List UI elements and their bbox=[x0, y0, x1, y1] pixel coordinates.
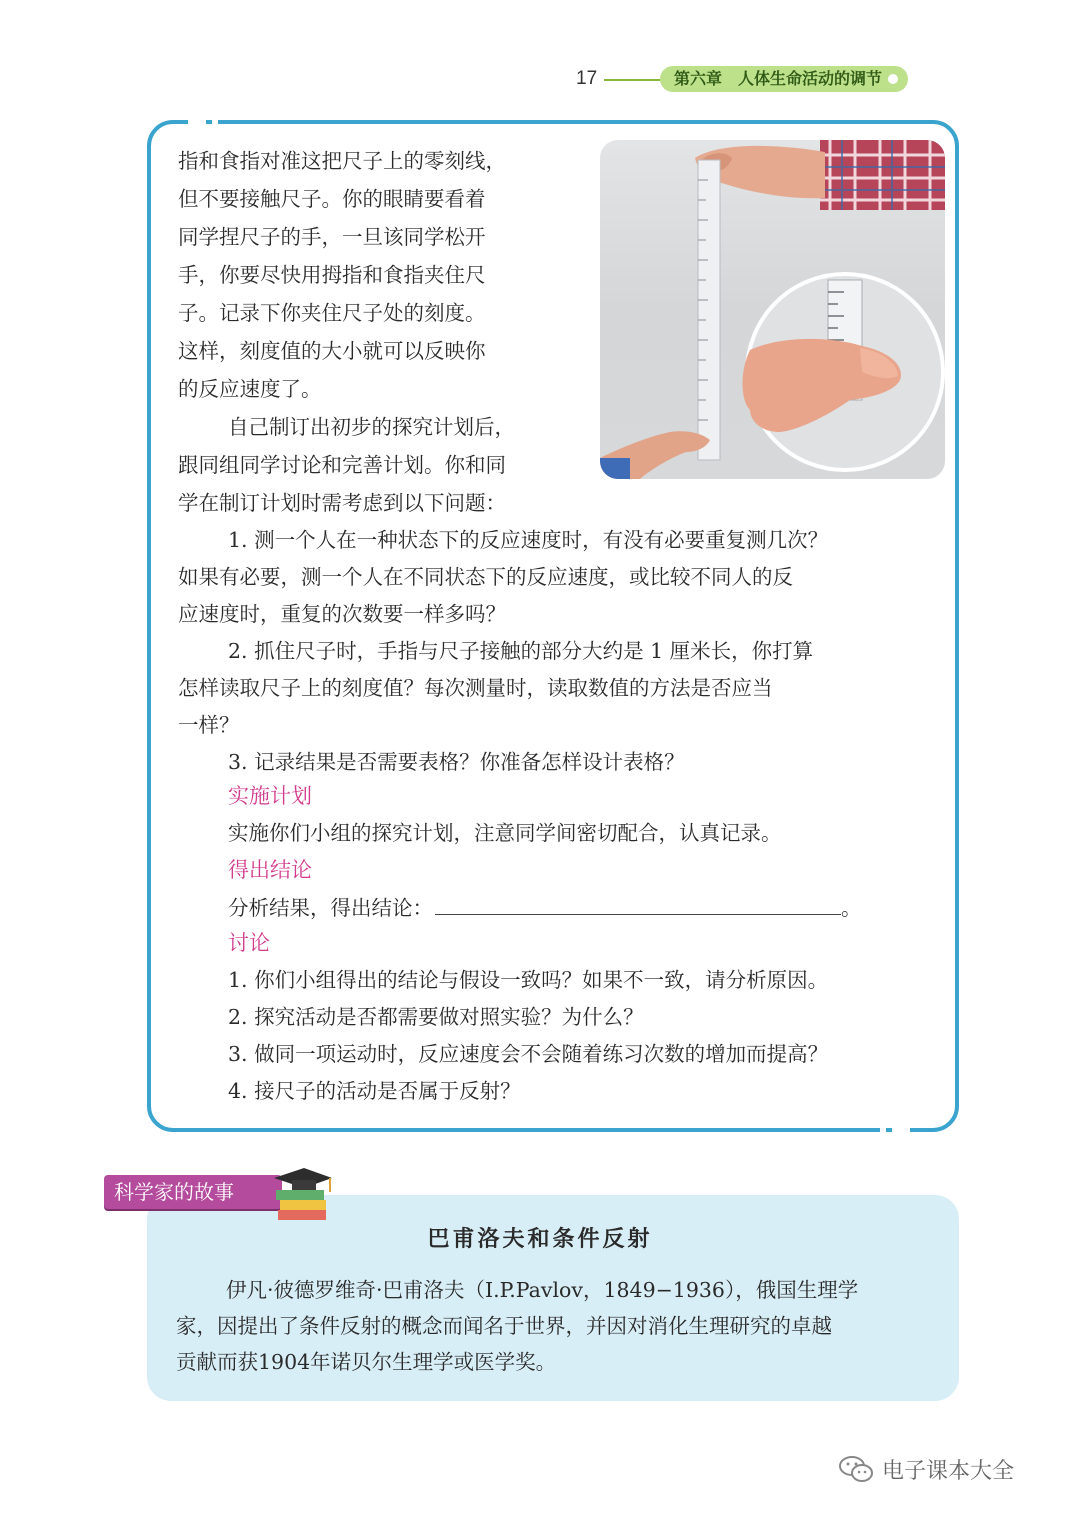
body-line: 手，你要尽快用拇指和食指夹住尺 bbox=[178, 263, 486, 287]
question-2-line: 2. 抓住尺子时，手指与尺子接触的部分大约是 1 厘米长，你打算 bbox=[228, 639, 814, 663]
body-line: 指和食指对准这把尺子上的零刻线， bbox=[178, 149, 506, 173]
discussion-item: 3. 做同一项运动时，反应速度会不会随着练习次数的增加而提高？ bbox=[228, 1042, 829, 1066]
heading-conclusion: 得出结论 bbox=[228, 858, 312, 882]
heading-discussion: 讨论 bbox=[228, 931, 270, 955]
discussion-item: 1. 你们小组得出的结论与假设一致吗？如果不一致，请分析原因。 bbox=[228, 968, 829, 992]
scientist-story-badge bbox=[104, 1175, 282, 1209]
discussion-item: 2. 探究活动是否都需要做对照实验？为什么？ bbox=[228, 1005, 644, 1029]
chapter-tag bbox=[660, 66, 908, 92]
badge-label: 科学家的故事 bbox=[114, 1180, 234, 1204]
header-rule bbox=[604, 79, 662, 81]
story-line: 伊凡·彼德罗维奇·巴甫洛夫（I.P.Pavlov，1849−1936），俄国生理学 bbox=[226, 1278, 859, 1302]
body-line: 但不要接触尺子。你的眼睛要看着 bbox=[178, 187, 486, 211]
body-line: 子。记录下你夹住尺子处的刻度。 bbox=[178, 301, 486, 325]
story-title: 巴甫洛夫和条件反射 bbox=[427, 1226, 653, 1252]
source-watermark bbox=[838, 1452, 1058, 1486]
question-3: 3. 记录结果是否需要表格？你准备怎样设计表格？ bbox=[228, 750, 685, 774]
body-line: 同学捏尺子的手，一旦该同学松开 bbox=[178, 225, 486, 249]
source-label: 电子课本大全 bbox=[882, 1459, 1015, 1484]
chapter-title: 第六章 人体生命活动的调节 bbox=[674, 69, 883, 88]
frame-gap bbox=[212, 116, 218, 126]
body-line: 跟同组同学讨论和完善计划。你和同 bbox=[178, 453, 506, 477]
heading-implement-plan: 实施计划 bbox=[228, 784, 312, 808]
discussion-item: 4. 接尺子的活动是否属于反射？ bbox=[228, 1079, 521, 1103]
body-line: 学在制订计划时需考虑到以下问题： bbox=[178, 491, 506, 515]
story-line: 家，因提出了条件反射的概念而闻名于世界，并因对消化生理研究的卓越 bbox=[176, 1314, 832, 1338]
question-1-line: 如果有必要，测一个人在不同状态下的反应速度，或比较不同人的反 bbox=[178, 565, 793, 589]
conclusion-label: 分析结果，得出结论： bbox=[228, 896, 433, 920]
ruler-photo-illustration bbox=[600, 140, 945, 479]
page-header bbox=[572, 66, 924, 94]
graduation-cap-books-icon bbox=[270, 1164, 334, 1226]
question-2-line: 怎样读取尺子上的刻度值？每次测量时，读取数值的方法是否应当 bbox=[178, 676, 773, 700]
wechat-icon bbox=[838, 1454, 874, 1484]
page-number: 17 bbox=[576, 68, 598, 89]
conclusion-end-mark: 。 bbox=[841, 896, 862, 920]
question-1-line: 应速度时，重复的次数要一样多吗？ bbox=[178, 602, 506, 626]
body-line: 这样，刻度值的大小就可以反映你 bbox=[178, 339, 486, 363]
question-1-line: 1. 测一个人在一种状态下的反应速度时，有没有必要重复测几次？ bbox=[228, 528, 829, 552]
chapter-dot-icon bbox=[888, 74, 898, 84]
question-2-line: 一样？ bbox=[178, 713, 240, 737]
frame-gap bbox=[188, 116, 206, 126]
body-line: 自己制订出初步的探究计划后， bbox=[228, 415, 515, 439]
conclusion-row bbox=[228, 890, 862, 927]
frame-gap bbox=[892, 1126, 910, 1136]
story-line: 贡献而获1904年诺贝尔生理学或医学奖。 bbox=[176, 1350, 557, 1374]
frame-gap bbox=[880, 1126, 886, 1136]
answer-blank-line bbox=[435, 892, 841, 915]
implement-text: 实施你们小组的探究计划，注意同学间密切配合，认真记录。 bbox=[228, 821, 782, 845]
body-line: 的反应速度了。 bbox=[178, 377, 322, 401]
ruler-experiment-photo bbox=[600, 140, 945, 479]
